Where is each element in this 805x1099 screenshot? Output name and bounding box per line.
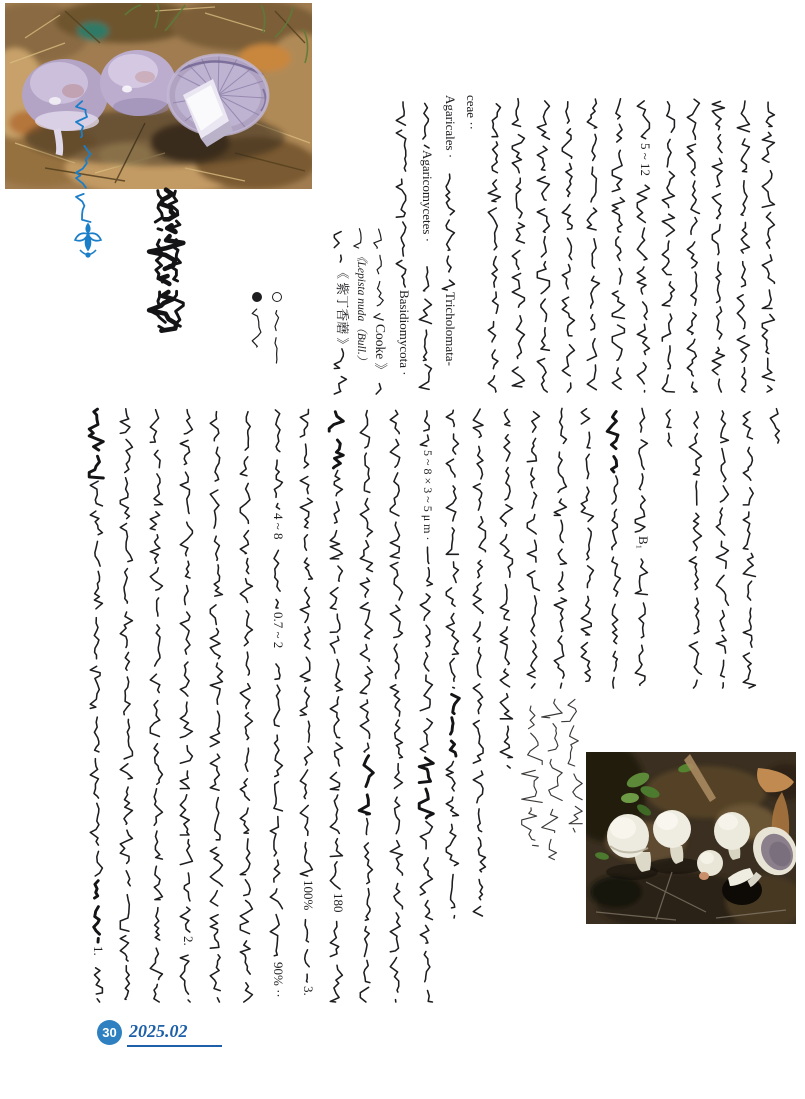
latin-token: 1.	[91, 946, 107, 956]
mongolian-text-column	[762, 102, 774, 392]
mongolian-text-column	[270, 664, 282, 956]
mongolian-text-column	[329, 412, 343, 468]
mongolian-text-column	[90, 481, 102, 876]
blue-floral-knot-icon	[70, 222, 106, 258]
mongolian-text-column	[155, 191, 162, 230]
latin-token: B₁	[636, 536, 652, 550]
mongolian-text-column	[305, 920, 310, 982]
latin-token: Basidiomycota ·	[397, 290, 413, 376]
mongolian-text-column	[359, 756, 373, 814]
mongolian-text-column	[442, 174, 454, 290]
mongolian-text-column	[419, 267, 431, 390]
mongolian-text-column	[150, 410, 162, 1002]
mongolian-text-column	[274, 410, 282, 509]
latin-token: 4 ~ 8	[271, 513, 287, 540]
mongolian-text-column	[423, 103, 429, 148]
latin-token: 2.	[181, 936, 197, 946]
mongolian-text-column	[76, 101, 91, 222]
mongolian-text-column	[376, 384, 381, 394]
latin-token: 3.	[301, 986, 317, 996]
legend-marker-filled-icon	[252, 292, 262, 302]
mongolian-text-column	[446, 761, 458, 918]
mongolian-text-column	[334, 232, 341, 262]
mongolian-text-column	[360, 819, 372, 1002]
mongolian-text-column	[687, 99, 699, 392]
mongolian-text-column	[420, 822, 432, 1003]
issue-label: 2025.02	[129, 1021, 188, 1041]
mongolian-text-column	[635, 408, 647, 532]
mongolian-text-column	[522, 706, 543, 846]
latin-token: ceae ··	[464, 95, 480, 130]
mongolian-text-column	[607, 412, 618, 473]
legend-marker-hollow-icon	[272, 292, 282, 302]
mongolian-text-column	[390, 410, 402, 1002]
mongolian-text-column	[274, 550, 280, 608]
latin-token: 《 紫丁香蘑 》	[335, 266, 351, 351]
mongolian-text-column	[275, 311, 279, 363]
mongolian-text-column	[180, 955, 190, 1002]
mongolian-text-column	[587, 99, 599, 390]
mongolian-text-column	[360, 411, 372, 752]
mongolian-text-column	[716, 411, 728, 688]
mongolian-text-column	[635, 559, 647, 685]
mongolian-text-column	[554, 408, 566, 688]
mongolian-text-column	[562, 102, 574, 392]
mongolian-text-column	[330, 922, 342, 1003]
mongolian-text-column	[450, 694, 459, 756]
latin-token: Agaricales ·	[443, 95, 459, 159]
latin-token: 5 ~ 8 × 3 ~ 5 μ m ·	[421, 450, 436, 541]
mongolian-text-column	[737, 101, 749, 392]
page-number-badge: 30	[97, 1020, 122, 1045]
mongolian-text-column	[120, 409, 132, 1000]
mongolian-text-column	[240, 412, 252, 1002]
issue-underline	[127, 1045, 222, 1047]
mongolian-text-column	[770, 409, 779, 443]
mongolian-text-column	[300, 409, 312, 876]
mongolian-text-column	[420, 411, 429, 446]
mongolian-text-column	[612, 99, 624, 390]
latin-token: 《Lepista nuda（Bull.）	[355, 250, 368, 367]
mongolian-text-column	[637, 101, 649, 139]
mongolian-text-column	[89, 409, 103, 478]
mongolian-text-column	[180, 410, 192, 932]
latin-token: Agaricomycetes ·	[420, 150, 436, 243]
mongolian-text-column	[334, 349, 346, 394]
mongolian-text-column	[488, 104, 500, 392]
mongolian-text-column	[512, 99, 524, 387]
mongolian-text-column	[637, 185, 649, 392]
mongolian-text-column	[420, 547, 432, 752]
mongolian-text-column	[612, 476, 621, 688]
mongolian-text-column	[446, 410, 458, 688]
mongolian-text-column	[662, 102, 674, 392]
mongolian-text-column	[527, 412, 539, 688]
mongolian-text-column	[743, 412, 755, 688]
mongolian-text-column	[252, 309, 261, 347]
latin-token: 100%	[301, 880, 317, 911]
latin-token: Tricholomata-	[443, 292, 459, 366]
latin-token: 90% ··	[271, 962, 287, 998]
latin-token: 5 ~ 12	[638, 143, 654, 177]
mongolian-text-column	[95, 968, 103, 1002]
mongolian-text-column	[666, 410, 671, 446]
mongolian-text-column	[396, 102, 406, 287]
latin-token: 0.7 ~ 2	[271, 612, 287, 649]
mongolian-text-column	[354, 229, 361, 248]
mongolian-text-column	[500, 409, 512, 768]
mongolian-text-column	[210, 412, 222, 1002]
mongolian-text-column	[712, 101, 724, 392]
mongolian-text-column	[562, 699, 583, 832]
mongolian-text-column	[689, 412, 701, 688]
mongolian-text-column	[542, 699, 563, 859]
latin-token: Cooke 》	[373, 324, 389, 377]
mongolian-text-column	[581, 409, 593, 682]
mongolian-text-column	[94, 881, 100, 942]
mongolian-text-column	[374, 229, 384, 320]
mongolian-text-column	[537, 101, 549, 392]
mongolian-text-column	[330, 470, 342, 889]
mongolian-text-column	[473, 409, 485, 916]
mongolian-text-column	[419, 758, 433, 818]
latin-token: 180	[331, 893, 347, 913]
